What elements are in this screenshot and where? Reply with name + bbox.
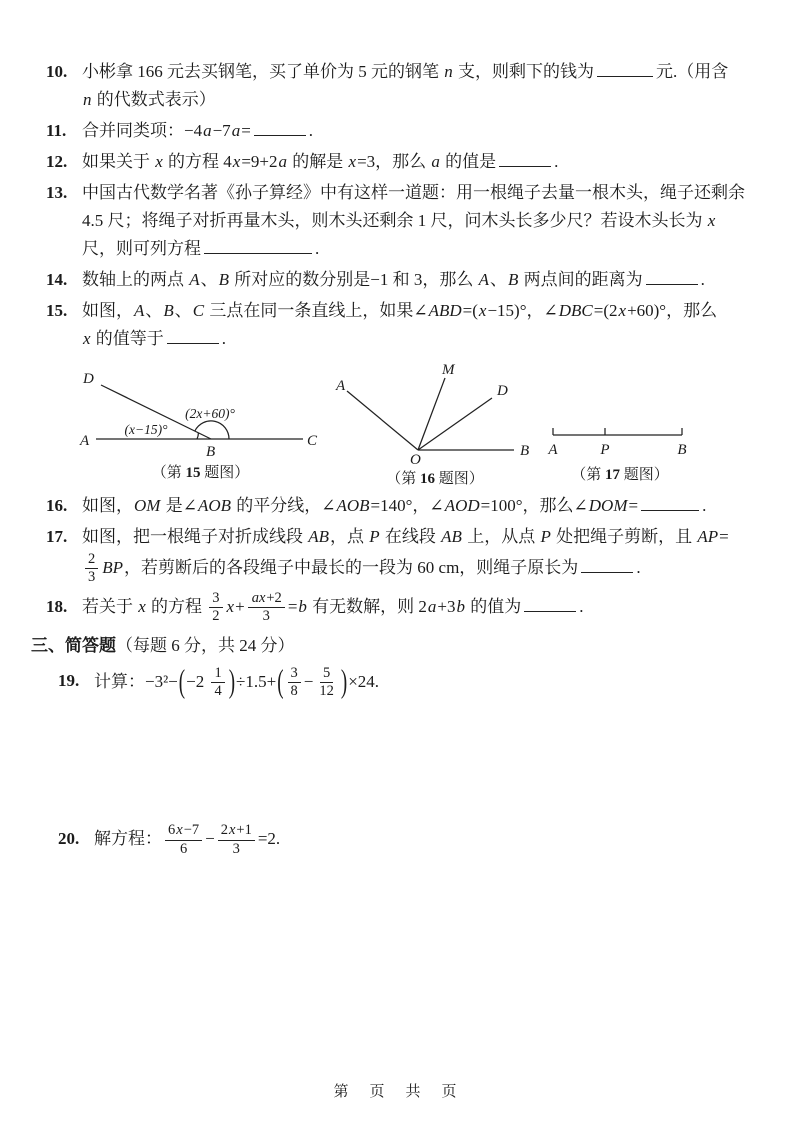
figure-15-caption-number: 15 xyxy=(185,465,201,481)
fraction-denominator: 6 xyxy=(179,840,188,857)
text-run: +3 xyxy=(437,596,456,616)
math-variable: x xyxy=(226,596,235,616)
figure-16-diagram xyxy=(335,362,535,466)
math-variable: ax xyxy=(251,589,266,606)
figure-15-label-A: A xyxy=(80,433,90,449)
figure-16-ray-OA xyxy=(347,391,418,450)
figure-17-diagram xyxy=(540,424,700,462)
question-18 xyxy=(46,590,758,626)
text-run: 若关于 xyxy=(82,596,138,616)
text-run: 元.（用含 xyxy=(656,62,729,81)
text-run: =( xyxy=(462,301,478,320)
text-run: = xyxy=(628,496,639,515)
question-13-line-3 xyxy=(46,235,758,263)
math-variable: B xyxy=(508,270,519,289)
text-run: =(2 xyxy=(593,301,618,320)
figure-17-label-P: P xyxy=(600,442,610,458)
question-20-line-1 xyxy=(58,822,758,858)
question-15-line-2 xyxy=(46,325,758,353)
math-variable: BP xyxy=(102,557,124,577)
big-parenthesis: ( xyxy=(178,664,186,701)
text-run: . xyxy=(308,121,314,140)
fraction xyxy=(209,590,222,626)
fraction xyxy=(165,822,202,858)
text-run: 尺，则可列方程 xyxy=(82,239,201,258)
text-run: −15)°，∠ xyxy=(487,301,558,320)
question-15 xyxy=(46,297,758,353)
answer-blank xyxy=(524,596,576,612)
text-run: =100°，那么∠ xyxy=(480,496,588,515)
answer-blank xyxy=(254,120,306,136)
math-variable: n xyxy=(444,62,453,81)
text-run: = xyxy=(241,121,251,140)
figure-17-caption-number: 17 xyxy=(605,467,620,483)
figure-15-label-C: C xyxy=(307,433,318,449)
question-11-line-1 xyxy=(46,117,758,145)
math-variable: C xyxy=(192,301,205,320)
text-run: 如图， xyxy=(82,496,133,515)
question-10-line-1 xyxy=(46,58,758,86)
math-variable: x xyxy=(707,211,716,230)
fraction-numerator: 3 xyxy=(209,590,222,608)
figures-row xyxy=(0,356,793,492)
question-13 xyxy=(46,179,758,263)
text-run: 的值等于 xyxy=(91,329,164,348)
math-variable: b xyxy=(298,596,307,616)
question-number: 10. xyxy=(46,62,68,81)
text-run: . xyxy=(579,596,584,616)
text-run: + xyxy=(235,596,245,616)
text-run: =140°，∠ xyxy=(370,496,444,515)
figure-15-angle-right-label: (2x+60)° xyxy=(185,406,235,421)
math-variable: OM xyxy=(134,496,161,515)
fraction-numerator: 5 xyxy=(320,665,333,683)
question-15-line-1 xyxy=(46,297,758,325)
figure-16-ray-OD xyxy=(418,398,492,450)
question-17 xyxy=(46,523,758,587)
text-run: 是∠ xyxy=(161,496,197,515)
math-variable: a xyxy=(231,121,241,140)
text-run: . xyxy=(554,152,559,171)
math-variable: AP xyxy=(697,527,719,546)
figure-15-arc-small xyxy=(197,433,198,439)
text-run: ，若剪断后的各段绳子中最长的一段为 60 cm，则绳子原长为 xyxy=(124,557,579,577)
text-run: 、 xyxy=(145,301,163,320)
math-variable: x xyxy=(228,822,236,839)
question-14-line-1 xyxy=(46,266,758,294)
figure-15-label-D: D xyxy=(83,371,94,387)
question-16-line-1 xyxy=(46,492,758,520)
text-run: 的方程 xyxy=(146,596,207,616)
text-run: 、 xyxy=(490,270,508,289)
text-run: 解方程： xyxy=(94,829,162,849)
fraction-denominator: 3 xyxy=(88,569,96,586)
text-run: =3，那么 xyxy=(357,152,431,171)
text-run: 如图， xyxy=(82,301,133,320)
figure-question-17 xyxy=(540,424,700,484)
text-run: 2 xyxy=(220,822,228,839)
figure-15-caption xyxy=(78,461,323,482)
figure-16-caption xyxy=(335,467,535,488)
text-run: 支，则剩下的钱为 xyxy=(453,62,594,81)
fraction-numerator: 2 xyxy=(85,551,98,569)
math-variable: B xyxy=(218,270,230,289)
question-18-line-1 xyxy=(46,590,758,626)
math-variable: B xyxy=(163,301,174,320)
math-variable: P xyxy=(369,527,380,546)
figure-question-15 xyxy=(78,364,323,482)
figure-15-label-B: B xyxy=(206,444,216,460)
text-run: . xyxy=(700,270,705,289)
question-number: 13. xyxy=(46,183,68,202)
text-run: 有无数解，则 2 xyxy=(307,596,427,616)
text-run: 数轴上的两点 xyxy=(82,270,189,289)
question-14 xyxy=(46,266,758,294)
fraction-numerator xyxy=(165,822,202,840)
figure-16-label-D: D xyxy=(497,383,508,399)
math-variable: x xyxy=(176,822,183,839)
figure-17-label-B: B xyxy=(677,442,687,458)
figure-15-caption-pre: （第 xyxy=(151,465,186,481)
text-run: − xyxy=(205,829,215,849)
math-variable: AOB xyxy=(197,496,231,515)
figure-16-caption-number: 16 xyxy=(420,471,435,487)
question-number: 19. xyxy=(58,671,80,691)
figure-16-caption-pre: （第 xyxy=(386,471,420,487)
math-variable: x xyxy=(478,301,487,320)
text-run: 中国古代数学名著《孙子算经》中有这样一道题：用一根绳子去量一根木头，绳子还剩余 xyxy=(82,183,745,202)
math-variable: x xyxy=(348,152,357,171)
answer-blank xyxy=(204,238,312,254)
text-run: 两点间的距离为 xyxy=(519,270,643,289)
math-variable: AOB xyxy=(336,496,370,515)
fill-in-questions-top xyxy=(46,58,758,353)
figure-17-caption xyxy=(540,463,700,484)
text-run: ，点 xyxy=(330,527,369,546)
page-footer: 第 页 共 页 xyxy=(333,1084,460,1100)
text-run: . xyxy=(315,239,320,258)
math-variable: A xyxy=(478,270,490,289)
math-variable: x xyxy=(83,329,91,348)
question-19-line-1 xyxy=(58,665,758,701)
text-run: 计算：−3²− xyxy=(94,671,178,691)
question-12 xyxy=(46,148,758,176)
math-variable: b xyxy=(456,596,465,616)
math-variable: DOM xyxy=(588,496,628,515)
math-variable: DBC xyxy=(558,301,593,320)
fraction-numerator: 1 xyxy=(211,665,224,683)
text-run: . xyxy=(221,329,227,348)
math-variable: AB xyxy=(441,527,462,546)
answer-blank xyxy=(167,328,219,344)
figure-16-label-A: A xyxy=(336,378,346,394)
question-20 xyxy=(58,822,758,858)
answer-blank xyxy=(581,557,633,573)
figure-16-caption-post: 题图） xyxy=(435,471,484,487)
question-17-line-2 xyxy=(46,551,758,587)
text-run: +2 xyxy=(266,589,282,606)
text-run: 所对应的数分别是−1 和 3，那么 xyxy=(230,270,478,289)
question-number: 16. xyxy=(46,496,68,515)
text-run: 如图，把一根绳子对折成线段 xyxy=(82,527,308,546)
exam-content xyxy=(31,58,758,861)
fraction xyxy=(288,665,301,701)
text-run: 的代数式表示） xyxy=(92,90,216,109)
question-17-line-1 xyxy=(46,523,758,551)
figure-15-caption-post: 题图） xyxy=(200,465,250,481)
fraction xyxy=(248,590,285,626)
section-heading-title: 三、简答题 xyxy=(31,635,116,655)
text-run: 的值为 xyxy=(466,596,522,616)
answer-blank xyxy=(641,495,699,511)
question-10-line-2 xyxy=(46,86,758,114)
text-run: −7 xyxy=(183,822,200,839)
math-variable: x xyxy=(138,596,146,616)
text-run: 处把绳子剪断，且 xyxy=(551,527,697,546)
fraction-denominator: 8 xyxy=(290,682,298,699)
question-11 xyxy=(46,117,758,145)
answer-blank xyxy=(499,151,551,167)
big-parenthesis: ) xyxy=(228,664,236,701)
figure-15-arc-large xyxy=(195,421,229,439)
math-variable: P xyxy=(540,527,551,546)
math-variable: a xyxy=(203,121,212,140)
text-run: ÷1.5+ xyxy=(236,671,277,691)
text-run: +60)°，那么 xyxy=(627,301,718,320)
fraction-numerator xyxy=(248,590,285,608)
fraction xyxy=(218,822,255,858)
question-13-line-1 xyxy=(46,179,758,207)
text-run: 上，从点 xyxy=(462,527,540,546)
fraction-denominator: 2 xyxy=(212,608,220,625)
fraction xyxy=(85,551,98,587)
figure-16-label-M: M xyxy=(442,362,455,378)
question-13-line-2 xyxy=(46,207,758,235)
question-12-line-1 xyxy=(46,148,758,176)
figure-17-caption-post: 题图） xyxy=(620,467,669,483)
math-variable: AOD xyxy=(444,496,480,515)
math-variable: x xyxy=(618,301,627,320)
big-parenthesis: ) xyxy=(340,664,348,701)
text-run: 的方程 4 xyxy=(163,152,232,171)
figure-question-16 xyxy=(335,362,535,488)
text-run: +1 xyxy=(236,822,252,839)
fill-in-questions-bottom xyxy=(46,492,758,626)
text-run: = xyxy=(719,527,729,546)
big-parenthesis: ( xyxy=(277,664,284,701)
fraction-numerator: 3 xyxy=(288,665,301,683)
question-number: 11. xyxy=(46,121,67,140)
math-variable: A xyxy=(134,301,145,320)
question-number: 15. xyxy=(46,301,68,320)
text-run: 三点在同一条直线上，如果∠ xyxy=(205,301,428,320)
fraction-denominator: 12 xyxy=(319,682,334,699)
text-run: −7 xyxy=(212,121,231,140)
text-run: 的解是 xyxy=(288,152,348,171)
text-run: =2. xyxy=(257,829,281,849)
text-run: 小彬拿 166 元去买钢笔，买了单价为 5 元的钢笔 xyxy=(82,62,444,81)
text-run: 6 xyxy=(168,822,176,839)
fraction-numerator xyxy=(218,822,255,840)
fraction xyxy=(211,665,224,701)
text-run: 、 xyxy=(200,270,218,289)
question-10 xyxy=(46,58,758,114)
math-variable: ABD xyxy=(428,301,462,320)
text-run: 在线段 xyxy=(380,527,441,546)
figure-17-caption-pre: （第 xyxy=(571,467,605,483)
fraction-denominator: 3 xyxy=(262,608,270,625)
text-run: 4.5 尺；将绳子对折再量木头，则木头还剩余 1 尺，问木头长多少尺？若设木头长为 xyxy=(82,211,707,230)
text-run: 如果关于 xyxy=(82,152,155,171)
answer-blank xyxy=(597,61,653,77)
math-variable: a xyxy=(431,152,440,171)
math-variable: n xyxy=(83,90,92,109)
fraction-denominator: 4 xyxy=(214,682,222,699)
question-number: 18. xyxy=(46,596,68,616)
figure-15-diagram xyxy=(78,364,323,460)
math-variable: x xyxy=(155,152,163,171)
text-run: 的值是 xyxy=(440,152,497,171)
figure-17-label-A: A xyxy=(548,442,558,458)
math-variable: a xyxy=(278,152,288,171)
section-heading xyxy=(31,631,758,661)
text-run: −2 xyxy=(186,671,209,691)
text-run: 的平分线，∠ xyxy=(232,496,336,515)
figure-15-angle-left-label: (x−15)° xyxy=(124,422,168,437)
figure-16-label-B: B xyxy=(520,443,530,459)
text-run: − xyxy=(303,671,314,691)
math-variable: x xyxy=(232,152,241,171)
question-number: 17. xyxy=(46,527,68,546)
answer-blank xyxy=(646,269,698,285)
short-answer-questions xyxy=(58,665,758,859)
fraction-denominator: 3 xyxy=(232,840,240,857)
question-number: 12. xyxy=(46,152,68,171)
question-19 xyxy=(58,665,758,701)
math-variable: A xyxy=(189,270,200,289)
question-number: 20. xyxy=(58,829,80,849)
text-run: =9+2 xyxy=(241,152,278,171)
text-run: 合并同类项：−4 xyxy=(82,121,203,140)
text-run: 、 xyxy=(174,301,192,320)
question-16 xyxy=(46,492,758,520)
text-run: . xyxy=(702,496,707,515)
figure-16-label-O: O xyxy=(410,452,421,466)
math-variable: AB xyxy=(308,527,330,546)
math-variable: a xyxy=(427,596,437,616)
text-run: . xyxy=(636,557,641,577)
question-number: 14. xyxy=(46,270,68,289)
section-heading-points: （每题 6 分，共 24 分） xyxy=(116,635,295,655)
text-run: = xyxy=(287,596,298,616)
text-run: ×24. xyxy=(348,671,380,691)
figure-16-ray-OM xyxy=(418,378,445,450)
fraction xyxy=(316,665,337,701)
